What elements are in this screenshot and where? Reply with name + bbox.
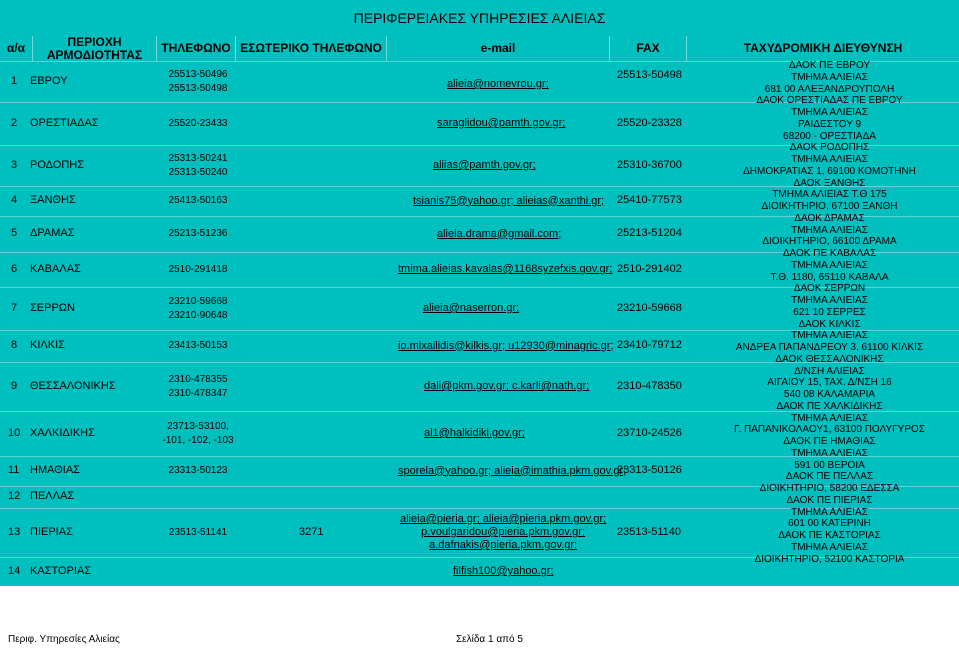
address-line: ΤΜΗΜΑ ΑΛΙΕΙΑΣ — [791, 107, 868, 118]
phone-number: 25413-50163 — [168, 195, 228, 206]
address-line: ΤΜΗΜΑ ΑΛΙΕΙΑΣ — [791, 330, 868, 342]
address-line: ΔΑΟΚ ΞΑΝΘΗΣ — [793, 177, 866, 189]
address-line: ΔΙΟΙΚΗΤΗΡΙΟ, 52100 ΚΑΣΤΟΡΙΑ — [754, 553, 905, 565]
row-number: 11 — [8, 464, 20, 476]
phone-number: 23210-59668 23210-90648 — [168, 295, 228, 321]
email-link[interactable]: aliias@pamth.gov.gr; — [433, 159, 536, 171]
email-link[interactable]: alieia@pieria.gr; alieia@pieria.pkm.gov.gr; p.voulgaridou@pieria.pkm.gov.gr; a.dafnakis@pieria.pkm.gov.gr; — [400, 513, 607, 551]
divider — [32, 36, 33, 61]
area-name: ΡΟΔΟΠΗΣ — [30, 158, 85, 171]
fax-number: 23210-59668 — [617, 301, 682, 314]
header-fax: FAX — [636, 41, 660, 55]
email-link[interactable]: al1@halkidiki.gov.gr; — [424, 427, 525, 439]
row-number: 8 — [11, 339, 18, 351]
email-link[interactable]: tmima.alieias.kavalas@1168syzefxis.gov.gr; — [398, 263, 613, 275]
fax-number: 2510-291402 — [617, 262, 682, 275]
address-line: ΔΑΟΚ ΣΕΡΡΩΝ — [793, 283, 866, 295]
page-title: ΠΕΡΙΦΕΡΕΙΑΚΕΣ ΥΠΗΡΕΣΙΕΣ ΑΛΙΕΙΑΣ — [353, 10, 606, 26]
divider — [235, 36, 236, 61]
fax-number: 25520-23328 — [617, 116, 682, 129]
footer-left: Περιφ. Υπηρεσίες Αλιείας — [8, 634, 120, 645]
address-line: Γ. ΠΑΠΑΝΙΚΟΛΑΟΥ1, 63100 ΠΟΛΥΓΥΡΟΣ — [734, 424, 925, 436]
area-name: ΔΡΑΜΑΣ — [30, 227, 75, 239]
email-link[interactable]: filfish100@yahoo.gr; — [453, 565, 554, 577]
header-email: e-mail — [480, 41, 516, 55]
address-line: ΔΙΟΙΚΗΤΗΡΙΟ, 67100 ΞΑΝΘΗ — [761, 201, 898, 212]
address-line: ΔΑΟΚ ΠΕ ΚΑΣΤΟΡΙΑΣ — [778, 530, 881, 541]
row-number: 9 — [11, 379, 18, 392]
row-number: 2 — [11, 116, 18, 129]
area-name: ΚΙΛΚΙΣ — [30, 339, 65, 351]
fax-number: 25213-51204 — [617, 227, 682, 239]
phone-number: 23713-53100, -101, -102, -103 — [162, 420, 234, 446]
address-line: ΤΜΗΜΑ ΑΛΙΕΙΑΣ Τ.Θ 175 — [772, 189, 887, 201]
fax-number: 25513-50498 — [617, 68, 682, 81]
address-line: 591 00 ΒΕΡΟΙΑ — [794, 459, 865, 471]
area-name: ΗΜΑΘΙΑΣ — [30, 464, 80, 476]
email-link[interactable]: io.mixailidis@kilkis.gr; u12930@minagric.gr; — [398, 339, 614, 352]
area-name: ΕΒΡΟΥ — [30, 74, 68, 87]
phone-number: 25520-23433 — [168, 117, 228, 129]
address-line: ΤΜΗΜΑ ΑΛΙΕΙΑΣ — [791, 154, 868, 165]
fax-number: 25310-36700 — [617, 158, 682, 171]
area-name: ΚΑΣΤΟΡΙΑΣ — [30, 564, 92, 577]
address-line: ΡΑΙΔΕΣΤΟΥ 9 — [797, 118, 862, 130]
fax-number: 23513-51140 — [617, 525, 682, 538]
page-title-bar — [0, 0, 959, 36]
header-aa: α/α — [6, 41, 26, 55]
address-line: ΤΜΗΜΑ ΑΛΙΕΙΑΣ — [791, 259, 868, 271]
phone-number: 23513-51141 — [168, 526, 228, 538]
row-number: 13 — [8, 525, 21, 538]
address-line: ΤΜΗΜΑ ΑΛΙΕΙΑΣ — [791, 295, 868, 306]
row-number: 4 — [11, 194, 18, 206]
address-line: ΤΜΗΜΑ ΑΛΙΕΙΑΣ — [791, 71, 868, 83]
address-line: ΔΗΜΟΚΡΑΤΙΑΣ 1, 69100 ΚΟΜΟΤΗΝΗ — [743, 165, 916, 177]
row-number: 7 — [11, 301, 18, 314]
address-line: ΤΜΗΜΑ ΑΛΙΕΙΑΣ — [791, 541, 868, 553]
header-internal: ΕΣΩΤΕΡΙΚΟ ΤΗΛΕΦΩΝΟ — [240, 41, 382, 55]
header-area: ΠΕΡΙΟΧΗ ΑΡΜΟΔΙΟΤΗΤΑΣ — [46, 34, 143, 62]
area-name: ΠΕΛΛΑΣ — [30, 490, 75, 502]
header-address: ΤΑΧΥΔΡΟΜΙΚΗ ΔΙΕΥΘΥΝΣΗ — [743, 41, 903, 55]
address-line: ΤΜΗΜΑ ΑΛΙΕΙΑΣ — [791, 412, 868, 424]
address-line: ΔΑΟΚ ΠΕ ΠΕΛΛΑΣ — [785, 471, 874, 483]
address-line: ΤΜΗΜΑ ΑΛΙΕΙΑΣ — [791, 506, 868, 518]
address-line: ΔΑΟΚ ΡΟΔΟΠΗΣ — [789, 142, 870, 154]
address-line: ΔΙΟΙΚΗΤΗΡΙΟ, 58200 ΕΔΕΣΣΑ — [759, 483, 900, 494]
address-line: 540 08 ΚΑΛΑΜΑΡΙΑ — [783, 389, 876, 400]
email-link[interactable]: alieia.drama@gmail.com; — [437, 227, 562, 240]
phone-number: 2510-291418 — [168, 263, 228, 275]
address-line: ΔΙΟΙΚΗΤΗΡΙΟ, 66100 ΔΡΑΜΑ — [762, 236, 897, 248]
area-name: ΠΙΕΡΙΑΣ — [30, 525, 73, 538]
area-name: ΧΑΛΚΙΔΙΚΗΣ — [30, 426, 95, 439]
fax-number: 23313-50126 — [617, 464, 682, 476]
area-name: ΞΑΝΘΗΣ — [30, 194, 76, 206]
area-name: ΣΕΡΡΩΝ — [30, 301, 75, 314]
row-number: 5 — [11, 227, 18, 239]
address-line: ΤΜΗΜΑ ΑΛΙΕΙΑΣ — [791, 447, 868, 459]
row-number: 3 — [11, 158, 18, 171]
divider — [686, 36, 687, 61]
address-line: 601 00 ΚΑΤΕΡΙΝΗ — [788, 518, 871, 530]
address-line: ΤΜΗΜΑ ΑΛΙΕΙΑΣ — [791, 224, 868, 236]
address-line: Τ.Θ. 1180, 65110 ΚΑΒΑΛΑ — [770, 271, 889, 283]
email-link[interactable]: dali@pkm.gov.gr; c.karli@nath.gr; — [424, 380, 590, 392]
address-line: ΔΑΟΚ ΠΕ ΠΙΕΡΙΑΣ — [786, 494, 873, 506]
address-line: ΑΙΓΑΙΟΥ 15, ΤΑΧ. Δ/ΝΣΗ 16 — [767, 377, 892, 389]
email-link[interactable]: tsianis75@yahoo.gr; alieias@xanthi.gr; — [413, 194, 605, 207]
email-link[interactable]: alieia@nomevrou.gr; — [447, 78, 549, 90]
row-number: 14 — [8, 564, 21, 577]
phone-number: 23313-50123 — [168, 465, 228, 476]
email-link[interactable]: saraglidou@pamth.gov.gr; — [437, 117, 566, 129]
address-line: 621 10 ΣΕΡΡΕΣ — [793, 306, 866, 318]
divider — [386, 36, 387, 61]
address-line: ΔΑΟΚ ΘΕΣΣΑΛΟΝΙΚΗΣ — [775, 353, 884, 365]
divider — [609, 36, 610, 61]
email-link[interactable]: sporela@yahoo.gr; alieia@imathia.pkm.gov.gr; — [398, 464, 627, 477]
address-line: ΔΑΟΚ ΠΕ ΕΒΡΟΥ — [788, 60, 871, 71]
row-number: 12 — [8, 490, 21, 502]
area-name: ΟΡΕΣΤΙΑΔΑΣ — [30, 116, 99, 129]
phone-number: 2310-478355 2310-478347 — [168, 373, 228, 399]
row-number: 1 — [11, 74, 18, 87]
address-line: ΔΑΟΚ ΠΕ ΧΑΛΚΙΔΙΚΗΣ — [776, 400, 883, 412]
address-line: ΔΑΟΚ ΟΡΕΣΤΙΑΔΑΣ ΠΕ ΕΒΡΟΥ — [756, 95, 903, 107]
address-line: 681 00 ΑΛΕΞΑΝΔΡΟΥΠΟΛΗ — [764, 83, 895, 95]
phone-number: 25213-51236 — [168, 228, 228, 239]
internal-phone: 3271 — [299, 525, 324, 538]
address-line: ΔΑΟΚ ΔΡΑΜΑΣ — [794, 212, 865, 224]
address-line: ΑΝΔΡΕΑ ΠΑΠΑΝΔΡΕΟΥ 3, 61100 ΚΙΛΚΙΣ — [735, 342, 924, 353]
phone-number: 23413-50153 — [168, 340, 228, 351]
address-line: Δ/ΝΣΗ ΑΛΙΕΙΑΣ — [794, 365, 865, 377]
phone-number: 25513-50496 25513-50498 — [168, 68, 228, 94]
address-line: ΔΑΟΚ ΠΕ ΗΜΑΘΙΑΣ — [783, 436, 876, 447]
column-headers — [0, 36, 959, 61]
fax-number: 25410-77573 — [617, 194, 682, 206]
fax-number: 2310-478350 — [617, 379, 682, 392]
fax-number: 23710-24526 — [617, 426, 682, 439]
phone-number: 25313-50241 25313-50240 — [168, 152, 228, 178]
address-line: ΔΑΟΚ ΚΙΛΚΙΣ — [798, 318, 861, 330]
divider — [156, 36, 157, 61]
row-number: 6 — [11, 262, 18, 275]
header-phone: ΤΗΛΕΦΩΝΟ — [161, 41, 231, 55]
row-number: 10 — [8, 426, 21, 439]
fax-number: 23410-79712 — [617, 339, 682, 351]
area-name: ΚΑΒΑΛΑΣ — [30, 262, 81, 275]
email-link[interactable]: alieia@naserron.gr; — [423, 302, 520, 314]
area-name: ΘΕΣΣΑΛΟΝΙΚΗΣ — [30, 379, 116, 392]
footer-page: Σελίδα 1 από 5 — [456, 634, 523, 645]
address-line: 68200 - ΟΡΕΣΤΙΑΔΑ — [783, 130, 876, 142]
address-line: ΔΑΟΚ ΠΕ ΚΑΒΑΛΑΣ — [782, 248, 877, 259]
